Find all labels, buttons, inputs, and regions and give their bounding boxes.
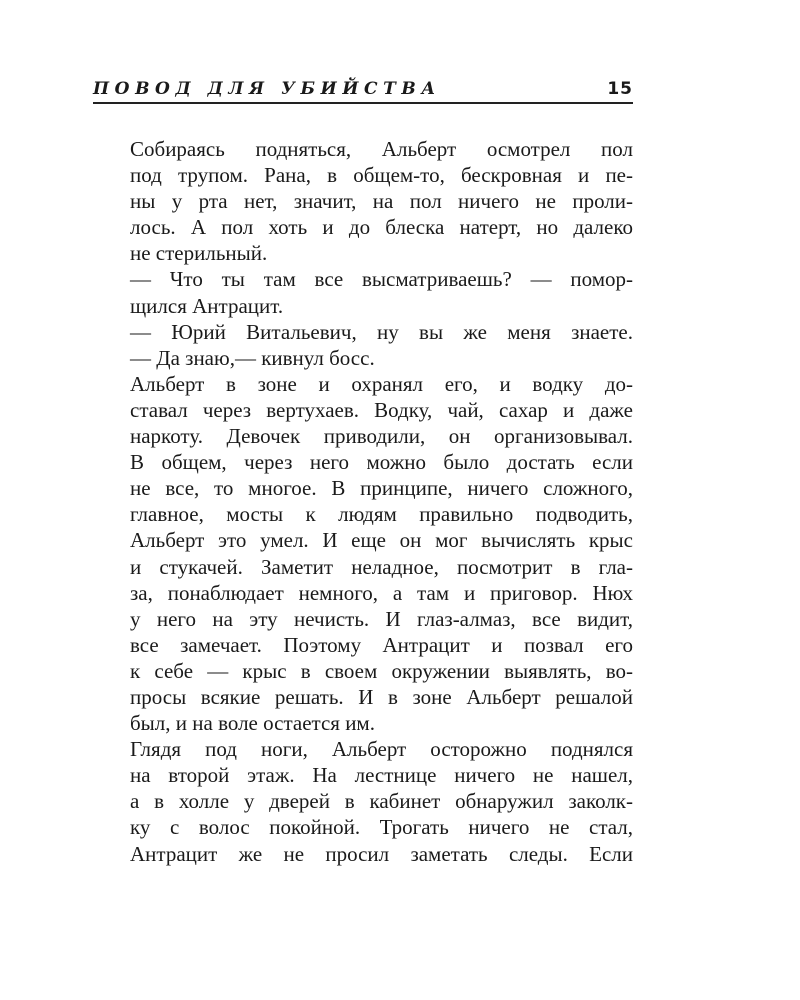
text-line: Альберт в зоне и охранял его, и водку до- bbox=[130, 371, 633, 396]
body-text bbox=[93, 136, 633, 867]
book-page bbox=[93, 74, 633, 867]
text-line: — Что ты там все высматриваешь? — помор- bbox=[130, 267, 633, 292]
text-line: — Да знаю,— кивнул босс. bbox=[130, 345, 375, 370]
text-line: — Юрий Витальевич, ну вы же меня знаете. bbox=[130, 319, 633, 344]
text-line: а в холле у дверей в кабинет обнаружил заколк- bbox=[130, 789, 633, 814]
text-line: главное, мосты к людям правильно подводить, bbox=[130, 502, 633, 527]
text-line: был, и на воле остается им. bbox=[130, 711, 375, 736]
text-line: ставал через вертухаев. Водку, чай, сахар и даже bbox=[130, 397, 633, 422]
text-line: лось. А пол хоть и до блеска натерт, но далеко bbox=[130, 215, 633, 240]
text-line: не все, то многое. В принципе, ничего сложного, bbox=[130, 476, 633, 501]
paragraph bbox=[93, 736, 633, 866]
paragraph bbox=[93, 371, 633, 736]
running-title: ПОВОД ДЛЯ УБИЙСТВА bbox=[93, 79, 441, 99]
text-line: просы всякие решать. И в зоне Альберт решалой bbox=[130, 684, 633, 709]
paragraph bbox=[93, 266, 633, 318]
text-line: все замечает. Поэтому Антрацит и позвал его bbox=[130, 632, 633, 657]
text-line: В общем, через него можно было достать если bbox=[130, 450, 633, 475]
text-line: щился Антрацит. bbox=[130, 293, 284, 318]
text-line: у него на эту нечисть. И глаз-алмаз, все видит, bbox=[130, 606, 633, 631]
running-header bbox=[93, 74, 633, 104]
text-line: ку с волос покойной. Трогать ничего не стал, bbox=[130, 815, 633, 840]
text-line: под трупом. Рана, в общем-то, бескровная и пе- bbox=[130, 163, 633, 188]
text-line: Альберт это умел. И еще он мог вычислять крыс bbox=[130, 528, 633, 553]
page-number: 15 bbox=[607, 79, 633, 99]
text-line: Собираясь подняться, Альберт осмотрел пол bbox=[130, 137, 633, 161]
text-line: ны у рта нет, значит, на пол ничего не проли- bbox=[130, 189, 633, 214]
paragraph bbox=[93, 319, 633, 345]
text-line: на второй этаж. На лестнице ничего не нашел, bbox=[130, 763, 633, 788]
paragraph bbox=[93, 136, 633, 266]
paragraph bbox=[93, 345, 633, 371]
text-line: не стерильный. bbox=[130, 241, 268, 266]
text-line: Антрацит же не просил заметать следы. Если bbox=[130, 841, 633, 866]
text-line: наркоту. Девочек приводили, он организовывал. bbox=[130, 424, 633, 449]
text-line: Глядя под ноги, Альберт осторожно поднялся bbox=[130, 737, 633, 762]
text-line: за, понаблюдает немного, а там и приговор. Нюх bbox=[130, 580, 633, 605]
text-line: и стукачей. Заметит неладное, посмотрит в гла- bbox=[130, 554, 633, 579]
text-line: к себе — крыс в своем окружении выявлять, во- bbox=[130, 658, 633, 683]
